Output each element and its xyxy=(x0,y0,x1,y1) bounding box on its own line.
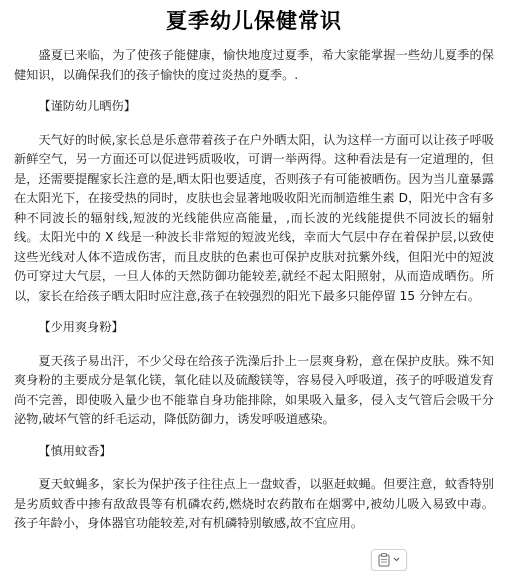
section-body-powder: 夏天孩子易出汗，不少父母在给孩子洗澡后扑上一层爽身粉，意在保护皮肤。殊不知爽身粉的主要成分是氧化镁，氧化硅以及硫酸镁等，容易侵入呼吸道，孩子的呼吸道发育尚不完善，即使吸入量少也不能靠自身功能排除，如果吸入量多，侵入支气管后会吸干分泌物,破坏气管的纤毛运动，降低防御力，诱发呼吸道感染。 xyxy=(14,353,494,426)
intro-paragraph: 盛夏已来临，为了使孩子能健康，愉快地度过夏季，希大家能掌握一些幼儿夏季的保健知识，以确保我们的孩子愉快的度过炎热的夏季。. xyxy=(14,48,494,82)
section-body-sunburn: 天气好的时候,家长总是乐意带着孩子在户外晒太阳，认为这样一方面可以让孩子呼吸新鲜空气，另一方面还可以促进钙质吸收，可谓一举两得。这种看法是有一定道理的，但是，还需要提醒家长注意的是,晒太阳也要适度，否则孩子有可能被晒伤。因为当儿童暴露在太阳光下，在接受热的同时，皮肤也会显著地吸收阳光而制造维生素 D，阳光中含有多种不同波长的辐射线,短波的光线能供应高能量，,而长波的光线能提供不同波长的辐射线。太阳光中的 X 线是一种波长非常短的短波光线，幸而大气层中存在着保护层,以致使这些光线对人体不造成伤害，而且皮肤的色素也可保护皮肤对抗紫外线，但阳光中的短波仍可穿过大气层，一旦人体的天然防御功能较差,就经不起太阳照射，从而造成晒伤。所以，家长在给孩子晒太阳时应注意,孩子在较强烈的阳光下最多只能停留 15 分钟左右。 xyxy=(14,132,494,303)
chevron-down-icon xyxy=(393,553,400,565)
section-body-mosquito: 夏天蚊蝇多，家长为保护孩子往往点上一盘蚊香，以驱赶蚊蝇。但要注意，蚊香特别是劣质蚊香中掺有敌敌畏等有机磷农药,燃烧时农药散布在烟雾中,被幼儿吸入易致中毒。孩子年龄小，身体器官功能较差,对有机磷特别敏感,故不宜应用。 xyxy=(14,477,494,530)
spacer xyxy=(14,461,494,475)
section-heading-sunburn: 【谨防幼儿晒伤】 xyxy=(38,99,136,113)
spacer xyxy=(14,85,494,97)
spacer xyxy=(14,306,494,318)
paste-options-button[interactable] xyxy=(371,549,407,571)
spacer xyxy=(14,117,494,131)
spacer xyxy=(14,338,494,352)
section-heading-mosquito: 【慎用蚊香】 xyxy=(38,443,112,458)
spacer xyxy=(14,430,494,442)
section-heading-powder: 【少用爽身粉】 xyxy=(38,320,124,334)
document-title: 夏季幼儿保健常识 xyxy=(166,8,342,33)
